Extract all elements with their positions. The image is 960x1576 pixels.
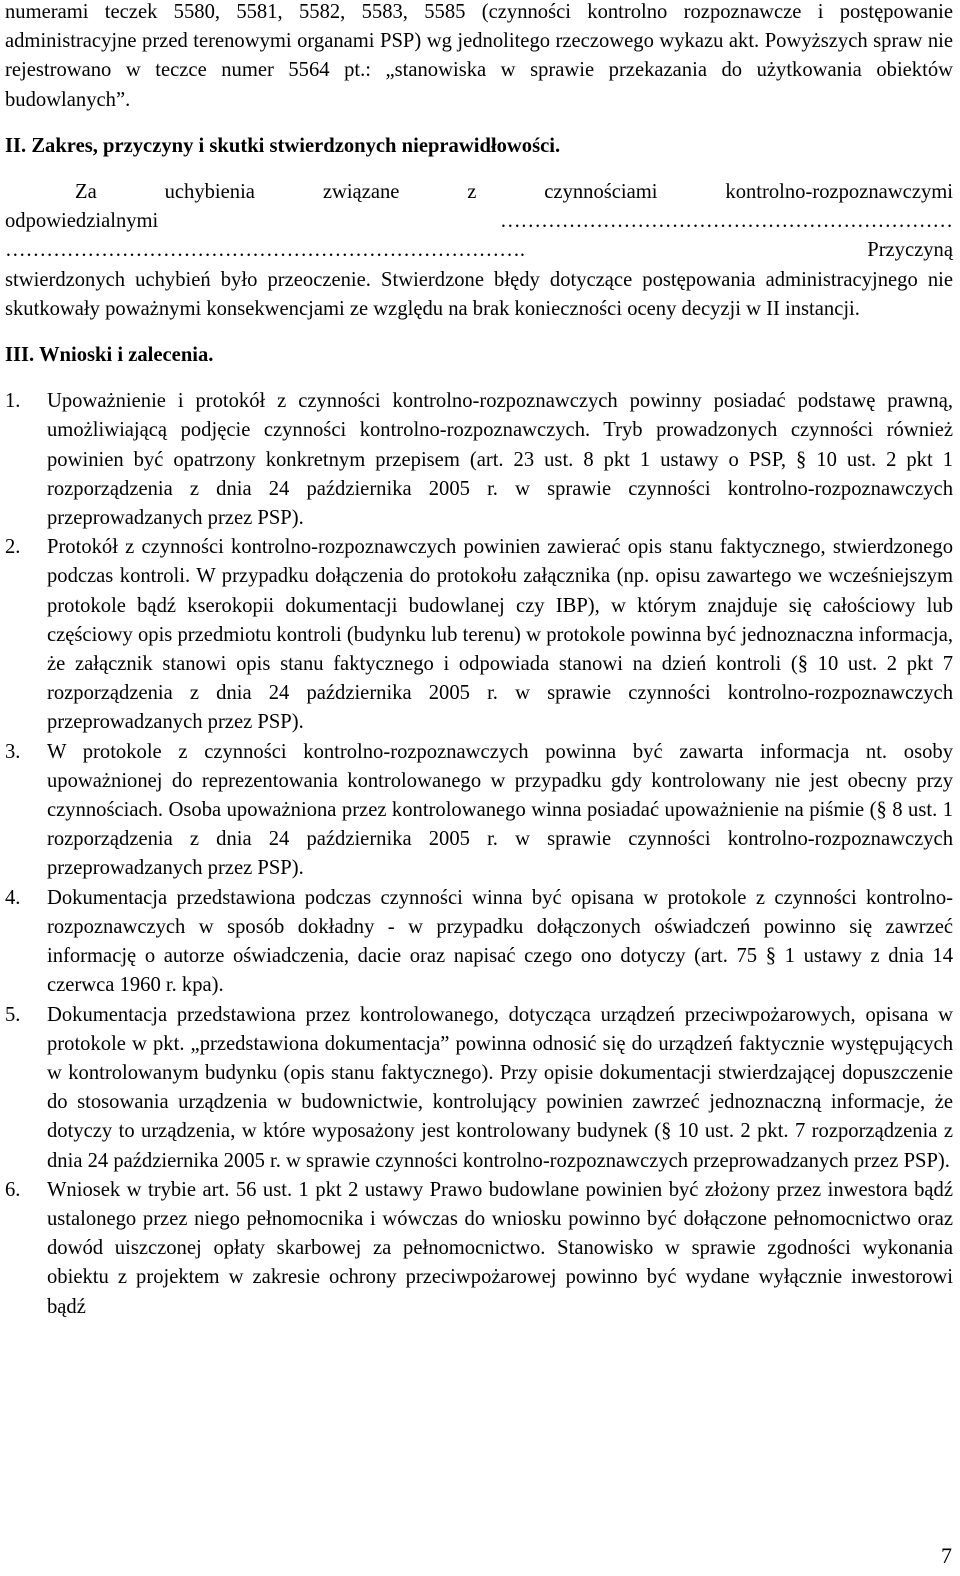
item-text: Upoważnienie i protokół z czynności kontrolno-rozpoznawczych powinny posiadać podstawę prawną, umożliwiającą podjęcie czynności kontrolno-rozpoznawczych. Tryb prowadzonych czynności również powinien być opatrzony konkretnym przepisem (art. 23 ust. 8 pkt 1 ustawy o PSP, § 10 ust. 2 pkt 1 rozporządzenia z dnia 24 października 2005 r. w sprawie czynności kontrolno-rozpoznawczych przeprowadzanych przez PSP). — [47, 390, 953, 530]
item-number: 6. — [5, 1178, 21, 1201]
item-text: Dokumentacja przedstawiona podczas czynności winna być opisana w protokole z czynności kontrolno-rozpoznawczych w sposób dokładny - w przypadku dołączonych oświadczeń powinno się zawrzeć informację o autorze oświadczenia, dacie oraz napisać czego ono dotyczy (art. 75 § 1 ustawy z dnia 14 czerwca 1960 r. kpa). — [47, 886, 953, 997]
section-2-cause-label: Przyczyną — [867, 239, 953, 262]
recommendations-list — [5, 387, 953, 1322]
list-item — [5, 738, 953, 884]
list-item — [5, 533, 953, 737]
list-item — [5, 1176, 953, 1322]
section-2-line-3 — [5, 236, 953, 265]
item-number: 5. — [5, 1003, 21, 1026]
section-2-line-2 — [5, 207, 953, 236]
item-text: Dokumentacja przedstawiona przez kontrolowanego, dotycząca urządzeń przeciwpożarowych, opisana w protokole w pkt. „przedstawiona dokumentacja” powinna odnosić się do urządzeń faktycznie występujących w kontrolowanym budynku (opis stanu faktycznego). Przy opisie dokumentacji stwierdzającej dopuszczenie do stosowania urządzenia w budownictwie, kontrolujący powinien zawrzeć jednoznaczną informacje, że dotyczy to urządzenia, w które wyposażony jest kontrolowany budynek (§ 10 ust. 2 pkt. 7 rozporządzenia z dnia 24 października 2005 r. w sprawie czynności kontrolno-rozpoznawczych przeprowadzanych przez PSP). — [47, 1003, 953, 1172]
document-body — [5, 0, 953, 1322]
item-number: 1. — [5, 390, 21, 413]
item-text: Protokół z czynności kontrolno-rozpoznawczych powinien zawierać opis stanu faktycznego, stwierdzonego podczas kontroli. W przypadku dołączenia do protokołu załącznika (np. opisu zawartego we wcześniejszym protokole bądź kserokopii dokumentacji budowlanej czy IBP), w którym znajduje się całościowy lub częściowy opis przedmiotu kontroli (budynku lub terenu) w protokole powinna być jednoznaczna informacja, że załącznik stanowi opis stanu faktycznego i odpowiada stanowi na dzień kontroli (§ 10 ust. 2 pkt 7 rozporządzenia z dnia 24 października 2005 r. w sprawie czynności kontrolno-rozpoznawczych przeprowadzanych przez PSP). — [47, 536, 953, 734]
redacted-dots-2: …………………………………………………………………. — [5, 239, 525, 262]
section-3-heading: III. Wnioski i zalecenia. — [5, 344, 214, 367]
section-2-line-1: Za uchybienia związane z czynnościami kontrolno-rozpoznawczymi — [75, 181, 953, 204]
redacted-dots-1: ………………………………………………………… — [499, 210, 953, 233]
item-number: 4. — [5, 886, 21, 909]
item-text: Wniosek w trybie art. 56 ust. 1 pkt 2 ustawy Prawo budowlane powinien być złożony przez inwestora bądź ustalonego przez niego pełnomocnika i wówczas do wniosku powinno być dołączone pełnomocnictwo oraz dowód uiszczonej opłaty skarbowej za pełnomocnictwo. Stanowisko w sprawie zgodności wykonania obiektu z projektem w zakresie ochrony przeciwpożarowej powinno być wydane wyłącznie inwestorowi bądź — [47, 1178, 953, 1318]
item-number: 2. — [5, 536, 21, 559]
item-text: W protokole z czynności kontrolno-rozpoznawczych powinna być zawarta informacja nt. osoby upoważnionej do reprezentowania kontrolowanego w przypadku gdy kontrolowany nie jest obecny przy czynnościach. Osoba upoważniona przez kontrolowanego winna posiadać upoważnienie na piśmie (§ 8 ust. 1 rozporządzenia z dnia 24 października 2005 r. w sprawie czynności kontrolno-rozpoznawczych przeprowadzanych przez PSP). — [47, 740, 953, 880]
section-2-heading: II. Zakres, przyczyny i skutki stwierdzonych nieprawidłowości. — [5, 134, 561, 157]
list-item — [5, 884, 953, 1001]
list-item — [5, 1001, 953, 1176]
item-number: 3. — [5, 740, 21, 763]
list-item — [5, 387, 953, 533]
page-number: 7 — [941, 1543, 952, 1568]
intro-paragraph: numerami teczek 5580, 5581, 5582, 5583, 5585 (czynności kontrolno rozpoznawcze i postępowanie administracyjne przed terenowymi organami PSP) wg jednolitego rzeczowego wykazu akt. Powyższych spraw nie rejestrowano w teczce numer 5564 pt.: „stanowiska w sprawie przekazania do użytkowania obiektów budowlanych”. — [5, 1, 953, 111]
section-2-rest: stwierdzonych uchybień było przeoczenie. Stwierdzone błędy dotyczące postępowania administracyjnego nie skutkowały poważnymi konsekwencjami ze względu na brak konieczności oceny decyzji w II instancji. — [5, 268, 953, 320]
section-2-responsible-label: odpowiedzialnymi — [5, 210, 159, 233]
